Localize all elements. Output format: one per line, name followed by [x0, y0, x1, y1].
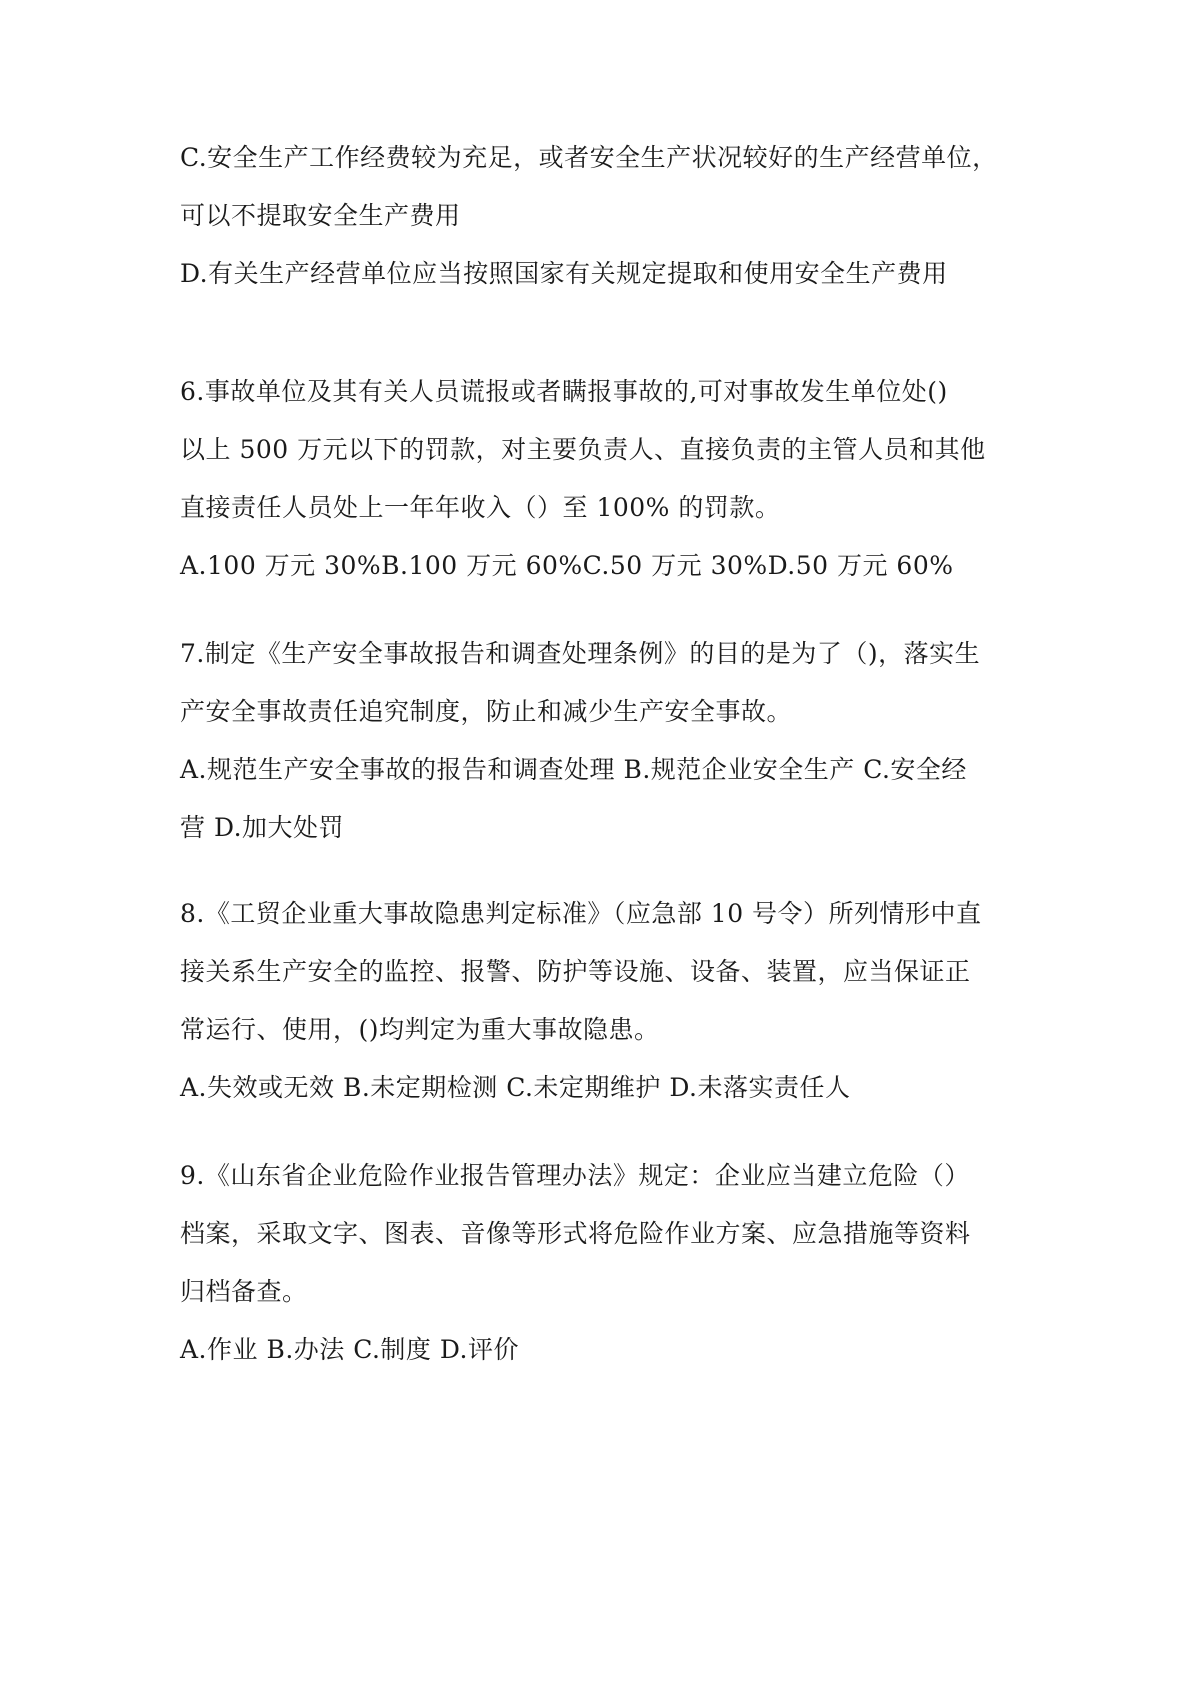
question-8-options: A.失效或无效 B.未定期检测 C.未定期维护 D.未落实责任人 [180, 1073, 851, 1102]
question-7-options-line-2: 营 D.加大处罚 [180, 813, 345, 842]
question-9-line-3: 归档备查。 [180, 1277, 308, 1306]
question-7-line-1: 7.制定《生产安全事故报告和调查处理条例》的目的是为了（)，落实生 [180, 639, 981, 668]
question-8-line-2: 接关系生产安全的监控、报警、防护等设施、设备、装置，应当保证正 [180, 957, 971, 986]
option-5c-line-1: C.安全生产工作经费较为充足，或者安全生产状况较好的生产经营单位， [180, 143, 998, 172]
question-9-line-1: 9.《山东省企业危险作业报告管理办法》规定：企业应当建立危险（） [180, 1161, 970, 1190]
question-6-line-1: 6.事故单位及其有关人员谎报或者瞒报事故的,可对事故发生单位处() [180, 377, 948, 406]
option-5c-line-2: 可以不提取安全生产费用 [180, 201, 461, 230]
question-8-line-1: 8.《工贸企业重大事故隐患判定标准》（应急部 10 号令）所列情形中直 [180, 899, 982, 928]
question-6-line-3: 直接责任人员处上一年年收入（）至 100% 的罚款。 [180, 493, 781, 522]
question-9-line-2: 档案，采取文字、图表、音像等形式将危险作业方案、应急措施等资料 [180, 1219, 971, 1248]
question-6-options: A.100 万元 30%B.100 万元 60%C.50 万元 30%D.50 万元 60% [180, 551, 954, 580]
question-6-line-2: 以上 500 万元以下的罚款，对主要负责人、直接负责的主管人员和其他 [180, 435, 986, 464]
question-9-options: A.作业 B.办法 C.制度 D.评价 [180, 1335, 519, 1364]
question-7-line-2: 产安全事故责任追究制度，防止和减少生产安全事故。 [180, 697, 793, 726]
option-5d: D.有关生产经营单位应当按照国家有关规定提取和使用安全生产费用 [180, 259, 948, 288]
question-7-options-line-1: A.规范生产安全事故的报告和调查处理 B.规范企业安全生产 C.安全经 [180, 755, 967, 784]
question-8-line-3: 常运行、使用，()均判定为重大事故隐患。 [180, 1015, 660, 1044]
